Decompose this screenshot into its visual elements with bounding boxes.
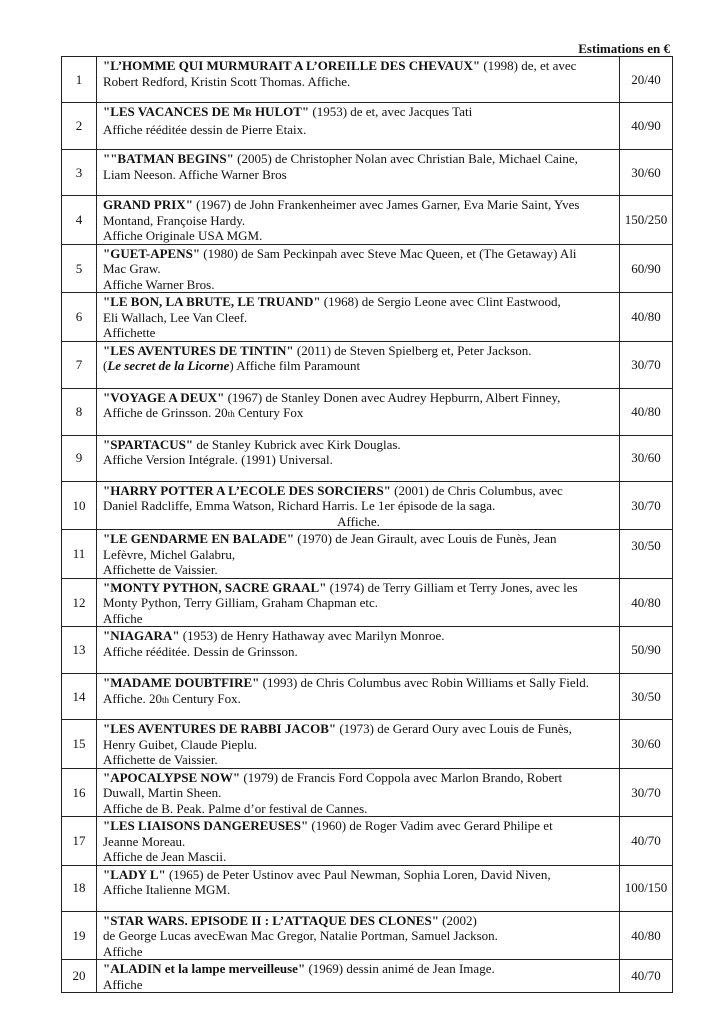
description-text: Affiche de B. Peak. Palme d’or festival de Cannes. [103, 800, 368, 816]
lot-estimate: 100/150 [620, 865, 673, 911]
table-row [62, 435, 673, 481]
lot-estimate: 40/80 [620, 578, 673, 627]
description-text: "HARRY POTTER A L’ECOLE DES SORCIERS" [103, 482, 391, 498]
table-row [62, 388, 673, 435]
table-row [62, 960, 673, 993]
description-text: Affiche Version Intégrale. (1991) Universal. [103, 452, 333, 467]
description-text: (1953) de et, avec Jacques Tati [309, 104, 473, 119]
description-text: Affiche rééditée dessin de Pierre Etaix. [103, 121, 307, 137]
description-text: (1969) dessin animé de Jean Image. [305, 961, 495, 976]
description-text: "LADY L" [103, 866, 166, 882]
lot-description [97, 720, 620, 769]
description-text: Lefèvre, Michel Galabru, [103, 546, 236, 562]
lot-estimate: 30/60 [620, 720, 673, 769]
lot-number: 12 [62, 578, 97, 627]
estimations-header: Estimations en € [578, 41, 670, 56]
lot-description [97, 578, 620, 627]
description-text: Robert Redford, Kristin Scott Thomas. Affiche. [103, 73, 351, 89]
description-text: ""BATMAN BEGINS" [103, 151, 234, 166]
lot-number: 15 [62, 720, 97, 769]
description-text: (1967) de John Frankenheimer avec James Garner, Eva Marie Saint, Yves [192, 197, 580, 212]
description-text: (1965) de Peter Ustinov avec Paul Newman, Sophia Loren, David Niven, [165, 866, 551, 882]
description-text: (1968) de Sergio Leone avec Clint Eastwood, [320, 294, 561, 309]
lot-description [97, 481, 620, 530]
description-text: "NIAGARA" [103, 628, 180, 643]
lots-table-body [62, 57, 673, 993]
lot-number: 9 [62, 435, 97, 481]
description-text: (2002) [438, 912, 477, 928]
description-text: Affiche Italienne MGM. [103, 882, 231, 897]
description-text: "SPARTACUS" [103, 436, 194, 452]
table-row [62, 817, 673, 866]
lot-description [97, 388, 620, 435]
lot-number: 14 [62, 674, 97, 720]
description-text: "LE BON, LA BRUTE, LE TRUAND" [103, 294, 321, 309]
description-text: GRAND PRIX" [103, 197, 193, 212]
lot-estimate: 30/70 [620, 768, 673, 817]
lot-number: 17 [62, 817, 97, 866]
lot-number: 18 [62, 865, 97, 911]
lot-description [97, 627, 620, 674]
description-text: (2001) de Chris Columbus, avec [390, 482, 563, 498]
description-text: Affiche de Grinsson. 20 [103, 405, 228, 420]
lot-description [97, 196, 620, 245]
lot-number: 5 [62, 244, 97, 293]
table-row [62, 768, 673, 817]
lot-estimate: 40/80 [620, 911, 673, 960]
lot-estimate: 150/250 [620, 196, 673, 245]
description-text: (1998) de, et avec [480, 58, 577, 73]
lots-table [61, 56, 673, 993]
description-text: Daniel Radcliffe, Emma Watson, Richard Harris. Le 1er épisode de la saga. [103, 498, 496, 513]
description-text: (1973) de Gerard Oury avec Louis de Funès, [336, 721, 572, 736]
description-text: Affiche. [337, 513, 380, 529]
lot-description [97, 435, 620, 481]
description-text: Affiche Originale USA MGM. [103, 228, 263, 243]
description-text: de George Lucas avecEwan Mac Gregor, Natalie Portman, Samuel Jackson. [103, 928, 498, 943]
lot-estimate: 20/40 [620, 57, 673, 103]
description-text: Montand, Françoise Hardy. [103, 212, 246, 228]
description-text: (2005) de Christopher Nolan avec Christian Bale, Michael Caine, [233, 151, 578, 166]
lot-number: 4 [62, 196, 97, 245]
table-row [62, 103, 673, 150]
description-text: "MADAME DOUBTFIRE" [103, 675, 260, 690]
description-text: "STAR WARS. EPISODE II : L’ATTAQUE DES CLONES" [103, 912, 439, 928]
description-text: Le secret de la Licorne [107, 358, 230, 373]
description-text: (1967) de Stanley Donen avec Audrey Hepburrn, Albert Finney, [224, 389, 561, 405]
lot-estimate: 40/70 [620, 960, 673, 993]
description-text: Affiche de Jean Mascii. [103, 849, 227, 864]
lot-description [97, 530, 620, 579]
table-row [62, 341, 673, 388]
table-row [62, 720, 673, 769]
table-row [62, 530, 673, 579]
lot-number: 1 [62, 57, 97, 103]
description-text: R [245, 108, 252, 118]
description-text: HULOT" [251, 104, 310, 119]
lot-number: 20 [62, 960, 97, 993]
description-text: ( [103, 358, 108, 373]
table-row [62, 865, 673, 911]
description-text: Monty Python, Terry Gilliam, Graham Chapman etc. [103, 595, 379, 610]
lot-description [97, 960, 620, 993]
lot-description [97, 57, 620, 103]
lot-estimate: 30/50 [620, 530, 673, 579]
lot-estimate: 60/90 [620, 244, 673, 293]
description-text: "LES LIAISONS DANGEREUSES" [103, 818, 309, 833]
table-row [62, 57, 673, 103]
description-text: Affiche. 20 [103, 690, 162, 706]
lot-number: 8 [62, 388, 97, 435]
lot-number: 6 [62, 293, 97, 342]
lot-estimate: 40/90 [620, 103, 673, 150]
description-text: (1960) de Roger Vadim avec Gerard Philipe et [308, 818, 553, 833]
lot-description [97, 817, 620, 866]
description-text: "LES AVENTURES DE RABBI JACOB" [103, 721, 337, 736]
lot-estimate: 30/50 [620, 674, 673, 720]
lot-estimate: 30/60 [620, 435, 673, 481]
description-text: Duwall, Martin Sheen. [103, 785, 222, 800]
description-text: Century Fox [234, 405, 304, 420]
description-text: Henry Guibet, Claude Pieplu. [103, 736, 258, 752]
lot-description [97, 341, 620, 388]
description-text: de Stanley Kubrick avec Kirk Douglas. [193, 436, 401, 452]
lot-estimate: 30/70 [620, 341, 673, 388]
lot-description [97, 674, 620, 720]
description-text: ) Affiche film Paramount [229, 358, 361, 373]
description-text: Affiche Warner Bros. [103, 276, 215, 292]
lot-estimate: 40/80 [620, 293, 673, 342]
description-text: Eli Wallach, Lee Van Cleef. [103, 309, 248, 325]
lot-estimate: 30/60 [620, 150, 673, 196]
description-text: Affichette de Vaissier. [103, 752, 218, 767]
description-text: Liam Neeson. Affiche Warner Bros [103, 166, 287, 182]
lot-estimate: 40/80 [620, 388, 673, 435]
description-text: Affiche [103, 976, 143, 992]
description-text: (1953) de Henry Hathaway avec Marilyn Monroe. [179, 628, 445, 643]
table-row [62, 627, 673, 674]
table-row [62, 911, 673, 960]
lot-number: 16 [62, 768, 97, 817]
lot-number: 11 [62, 530, 97, 579]
lot-description [97, 768, 620, 817]
description-text: "ALADIN et la lampe merveilleuse" [103, 961, 306, 976]
description-text: "VOYAGE A DEUX" [103, 389, 225, 405]
table-row [62, 150, 673, 196]
lot-number: 19 [62, 911, 97, 960]
lot-number: 7 [62, 341, 97, 388]
lot-description [97, 103, 620, 150]
description-text: "APOCALYPSE NOW" [103, 769, 241, 785]
description-text: (1970) de Jean Girault, avec Louis de Funès, Jean [294, 531, 557, 546]
description-text: (1979) de Francis Ford Coppola avec Marlon Brando, Robert [240, 769, 563, 785]
table-row [62, 674, 673, 720]
lot-description [97, 865, 620, 911]
lot-number: 10 [62, 481, 97, 530]
lot-number: 13 [62, 627, 97, 674]
lot-description [97, 293, 620, 342]
description-text: (1974) de Terry Gilliam et Terry Jones, avec les [326, 579, 578, 595]
description-text: "GUET-APENS" [103, 245, 201, 261]
description-text: (2011) de Steven Spielberg et, Peter Jackson. [293, 342, 532, 358]
description-text: (1980) de Sam Peckinpah avec Steve Mac Queen, et (The Getaway) Ali [200, 245, 577, 261]
lot-estimate: 50/90 [620, 627, 673, 674]
description-text: Affiche [103, 610, 143, 626]
description-text: Affichette [103, 325, 156, 340]
description-text: (1993) de Chris Columbus avec Robin Williams et Sally Field. [259, 675, 589, 690]
lot-estimate: 40/70 [620, 817, 673, 866]
lot-number: 3 [62, 150, 97, 196]
lot-estimate: 30/70 [620, 481, 673, 530]
description-text: "LE GENDARME EN BALADE" [103, 531, 295, 546]
description-text: Affiche [103, 943, 143, 959]
description-text: Mac Graw. [103, 261, 161, 276]
table-row [62, 578, 673, 627]
table-row [62, 481, 673, 530]
description-text: Affiche rééditée. Dessin de Grinsson. [103, 643, 298, 659]
lot-description [97, 150, 620, 196]
description-text: "LES AVENTURES DE TINTIN" [103, 342, 294, 358]
description-text: th [161, 694, 169, 705]
table-row [62, 293, 673, 342]
lot-description [97, 911, 620, 960]
lot-number: 2 [62, 103, 97, 150]
description-text: "LES VACANCES DE M [103, 104, 246, 119]
description-text: "MONTY PYTHON, SACRE GRAAL" [103, 579, 327, 595]
description-text: Jeanne Moreau. [103, 833, 186, 849]
description-text: Affichette de Vaissier. [103, 562, 218, 577]
description-text: "L’HOMME QUI MURMURAIT A L’OREILLE DES CHEVAUX" [103, 58, 481, 73]
description-text: th [227, 409, 235, 419]
lot-description [97, 244, 620, 293]
table-row [62, 244, 673, 293]
table-row [62, 196, 673, 245]
description-text: Century Fox. [168, 690, 241, 706]
